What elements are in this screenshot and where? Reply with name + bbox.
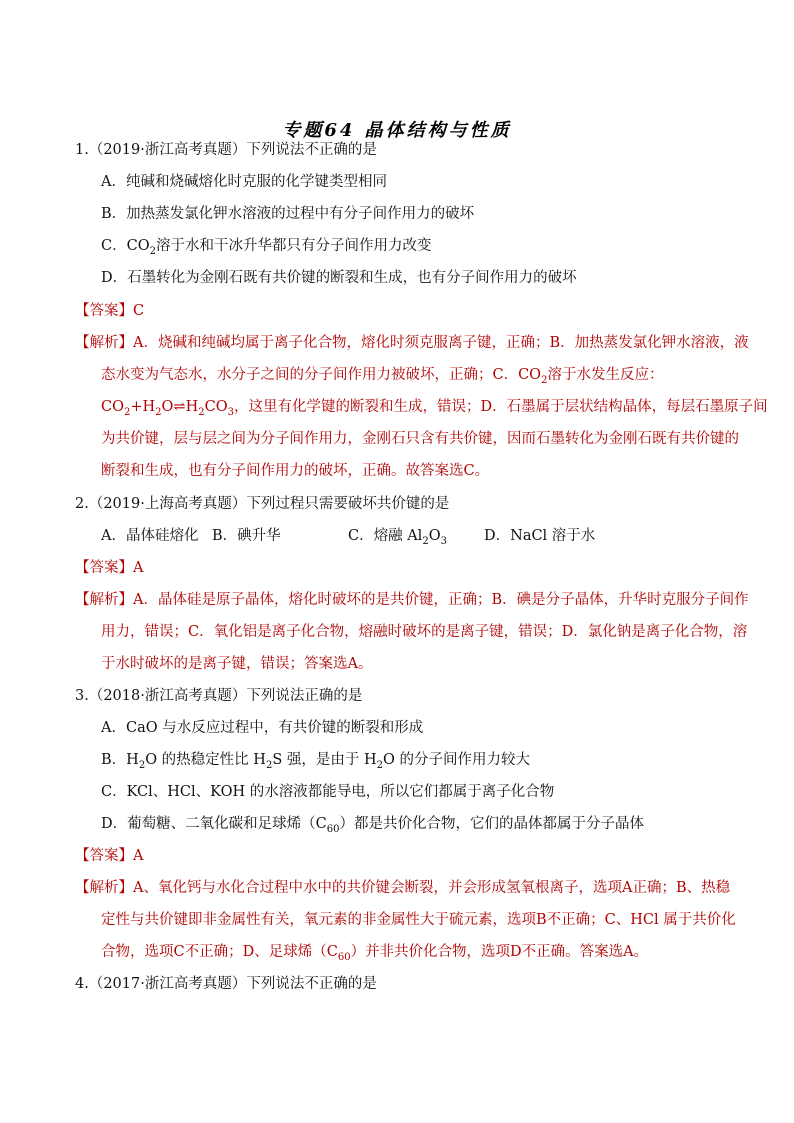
question-3-analysis-line-3: 合物，选项C不正确；D、足球烯$(C_{60})$并非共价化合物，选项D不正确。答案选A。: [101, 944, 649, 963]
question-2-option-c: C．熔融 $Al_2O_3$: [348, 528, 447, 547]
question-2-option-d: D．NaCl 溶于水: [484, 528, 596, 544]
question-1-option-b: B．加热蒸发氯化钾水溶液的过程中有分子间作用力的破坏: [101, 206, 475, 222]
question-1-answer: 【答案】C: [75, 303, 145, 319]
question-3-option-d: D．葡萄糖、二氧化碳和足球烯$(C_{60})$都是共价化合物，它们的晶体都属于分子晶体: [101, 816, 644, 835]
page-title: 专题64 晶体结构与性质: [282, 120, 512, 141]
question-2-option-a: A．晶体硅熔化: [101, 528, 199, 544]
question-1-option-a: A．纯碱和烧碱熔化时克服的化学键类型相同: [101, 174, 387, 190]
question-1-option-d: D．石墨转化为金刚石既有共价键的断裂和生成，也有分子间作用力的破坏: [101, 270, 577, 286]
question-1-option-c: C．$CO_2$溶于水和干冰升华都只有分子间作用力改变: [101, 238, 432, 257]
question-2-stem: 2.（2019·上海高考真题）下列过程只需要破坏共价键的是: [75, 496, 450, 512]
question-3-analysis-line-1: 【解析】A、氧化钙与水化合过程中水中的共价键会断裂，并会形成氢氧根离子，选项A正确；B、热稳: [75, 880, 731, 896]
question-4-stem: 4.（2017·浙江高考真题）下列说法不正确的是: [75, 976, 377, 992]
question-1-analysis-line-1: 【解析】A．烧碱和纯碱均属于离子化合物，熔化时须克服离子键，正确；B．加热蒸发氯化钾水溶液，液: [75, 335, 749, 351]
question-3-option-c: C．KCl、HCl、KOH 的水溶液都能导电，所以它们都属于离子化合物: [101, 784, 555, 800]
question-1-analysis-line-4: 为共价键，层与层之间为分子间作用力，金刚石只含有共价键，因而石墨转化为金刚石既有共价键的: [101, 431, 739, 447]
question-2-analysis-line-2: 用力，错误；C．氧化铝是离子化合物，熔融时破坏的是离子键，错误；D．氯化钠是离子化合物，溶: [101, 624, 748, 640]
question-1-stem: 1.（2019·浙江高考真题）下列说法不正确的是: [75, 142, 377, 158]
question-3-option-b: B．$H_2O$ 的热稳定性比 $H_2S$ 强，是由于 $H_2O$ 的分子间作用力较大: [101, 752, 530, 771]
question-3-analysis-line-2: 定性与共价键即非金属性有关，氧元素的非金属性大于硫元素，选项B不正确；C、HCl 属于共价化: [101, 912, 736, 928]
question-1-analysis-line-5: 断裂和生成，也有分子间作用力的破坏，正确。故答案选C。: [101, 463, 490, 479]
question-3-option-a: A．CaO 与水反应过程中，有共价键的断裂和形成: [101, 720, 424, 736]
question-2-option-b: B．碘升华: [212, 528, 281, 544]
question-3-stem: 3.（2018·浙江高考真题）下列说法正确的是: [75, 688, 363, 704]
question-2-analysis-line-3: 于水时破坏的是离子键，错误；答案选A。: [101, 656, 373, 672]
question-2-analysis-line-1: 【解析】A．晶体硅是原子晶体，熔化时破坏的是共价键，正确；B．碘是分子晶体，升华时克服分子间作: [75, 592, 749, 608]
question-3-answer: 【答案】A: [75, 848, 144, 864]
question-1-analysis-line-2: 态水变为气态水，水分子之间的分子间作用力被破坏，正确；C．$CO_2$溶于水发生反应：: [101, 367, 664, 386]
question-1-analysis-line-3: $CO_2+H_2O\rightleftharpoons H_2CO_3$，这里有化学键的断裂和生成，错误；D．石墨属于层状结构晶体，每层石墨原子间: [101, 399, 768, 418]
question-2-answer: 【答案】A: [75, 560, 144, 576]
